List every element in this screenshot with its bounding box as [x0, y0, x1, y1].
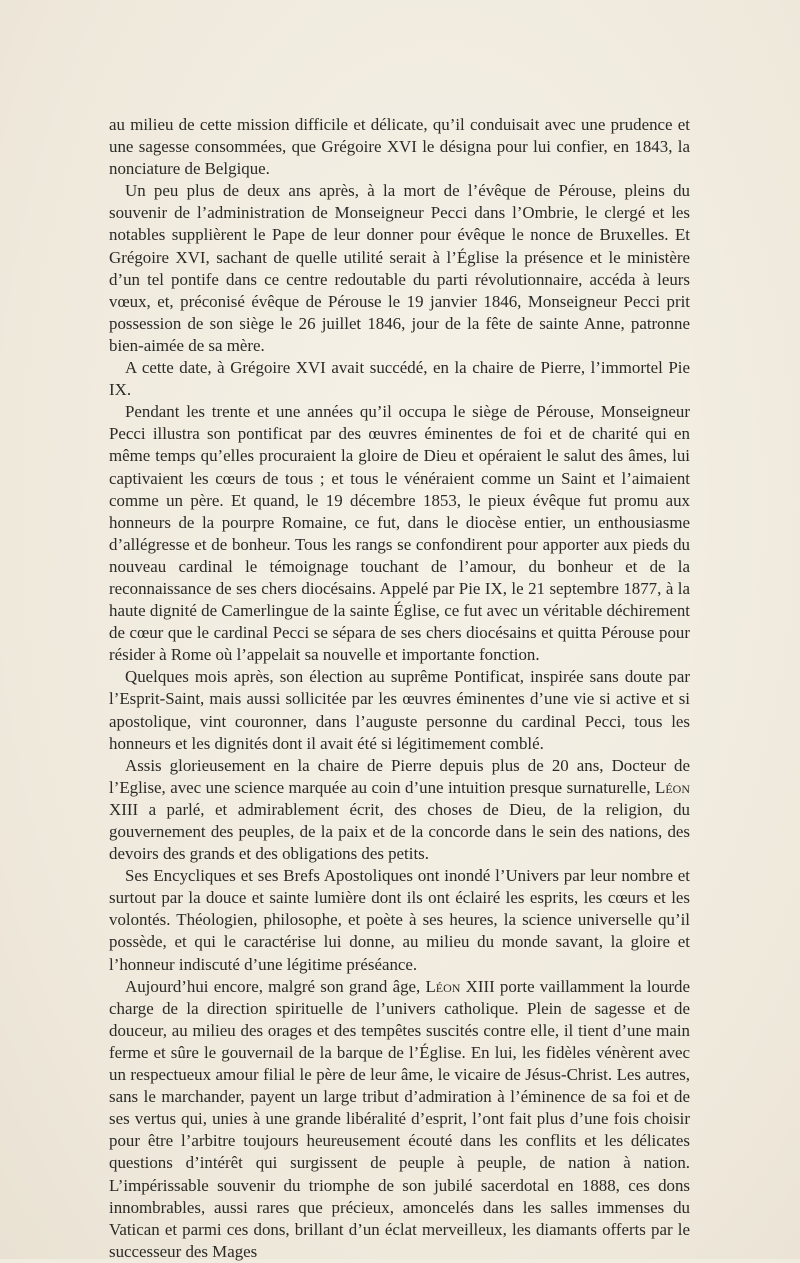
paragraph-1: au milieu de cette mission difficile et délicate, qu’il conduisait avec une prudence et une sagesse consommées, que Grégoire XVI le désigna pour lui confier, en 1843, la nonciature de Belgique. [109, 115, 690, 179]
paragraph-3: A cette date, à Grégoire XVI avait succédé, en la chaire de Pierre, l’immortel Pie IX. [109, 358, 690, 400]
paragraph-4: Pendant les trente et une années qu’il occupa le siège de Pérouse, Monseigneur Pecci illustra son pontificat par des œuvres éminentes de foi et de charité qui en même temps qu’elles procuraient la gloire de Dieu et opéraient le salut des âmes, lui captivaient les cœurs de tous ; et tous le vénéraient comme un Saint et l’aimaient comme un père. Et quand, le 19 décembre 1853, le pieux évêque fut promu aux honneurs de la pourpre Romaine, ce fut, dans le diocèse entier, un enthousiasme d’allégresse et de bonheur. Tous les rangs se confondirent pour apporter aux pieds du nouveau cardinal le témoignage touchant de l’amour, du bonheur et de la reconnaissance de ses chers diocésains. Appelé par Pie IX, le 21 septembre 1877, à la haute dignité de Camerlingue de la sainte Église, ce fut avec un véritable déchirement de cœur que le cardinal Pecci se sépara de ses chers diocésains et quitta Pérouse pour résider à Rome où l’appelait sa nouvelle et importante fonction. [109, 402, 690, 665]
pope-name: Léon [425, 976, 461, 996]
paragraph-2: Un peu plus de deux ans après, à la mort de l’évêque de Pérouse, pleins du souvenir de l’administration de Monseigneur Pecci dans l’Ombrie, le clergé et les notables supplièrent le Pape de leur donner pour évêque le nonce de Bruxelles. Et Grégoire XVI, sachant de quelle utilité serait à l’Église la présence et le ministère d’un tel pontife dans ce centre redoutable du parti révolutionnaire, accéda à leurs vœux, et, préconisé évêque de Pérouse le 19 janvier 1846, Monseigneur Pecci prit possession de son siège le 26 juillet 1846, jour de la fête de sainte Anne, patronne bien-aimée de sa mère. [109, 181, 690, 355]
pope-name: Léon [655, 777, 690, 797]
paragraph-6: Assis glorieusement en la chaire de Pierre depuis plus de 20 ans, Docteur de l’Eglise, avec une science marquée au coin d’une intuition presque surnaturelle, Léon XIII a parlé, et admirablement écrit, des choses de Dieu, de la religion, du gouvernement des peuples, de la paix et de la concorde dans le sein des nations, des devoirs des grands et des obligations des petits. [109, 755, 690, 864]
paragraph-5: Quelques mois après, son élection au suprême Pontificat, inspirée sans doute par l’Esprit-Saint, mais aussi sollicitée par les œuvres éminentes d’une vie si active et si apostolique, vint couronner, dans l’auguste personne du cardinal Pecci, tous les honneurs et les dignités dont il avait été si légitimement comblé. [109, 667, 690, 753]
paragraph-7: Ses Encycliques et ses Brefs Apostoliques ont inondé l’Univers par leur nombre et surtout par la douce et sainte lumière dont ils ont éclairé les esprits, les cœurs et les volontés. Théologien, philosophe, et poète à ses heures, la science universelle qu’il possède, et qui le caractérise lui donne, au milieu du monde savant, la gloire et l’honneur indiscuté d’une légitime préséance. [109, 866, 690, 974]
body-text [109, 114, 690, 1263]
paragraph-8: Aujourd’hui encore, malgré son grand âge, Léon XIII porte vaillamment la lourde charge de la direction spirituelle de l’univers catholique. Plein de sagesse et de douceur, au milieu des orages et des tempêtes suscités contre elle, il tient d’une main ferme et sûre le gouvernail de la barque de l’Église. En lui, les fidèles vénèrent avec un respectueux amour filial le père de leur âme, le vicaire de Jésus-Christ. Les autres, sans le marchander, payent un large tribut d’admiration à l’éminence de sa foi et de ses vertus qui, unies à une grande libéralité d’esprit, l’ont fait plus d’une fois choisir pour être l’arbitre toujours heureusement écouté dans les conflits et les délicates questions d’intérêt qui surgissent de peuple à peuple, de nation à nation. L’impérissable souvenir du triomphe de son jubilé sacerdotal en 1888, ces dons innombrables, aussi rares que précieux, amoncelés dans les salles immenses du Vatican et parmi ces dons, brillant d’un éclat merveilleux, les diamants offerts par le successeur des Mages [109, 976, 690, 1261]
